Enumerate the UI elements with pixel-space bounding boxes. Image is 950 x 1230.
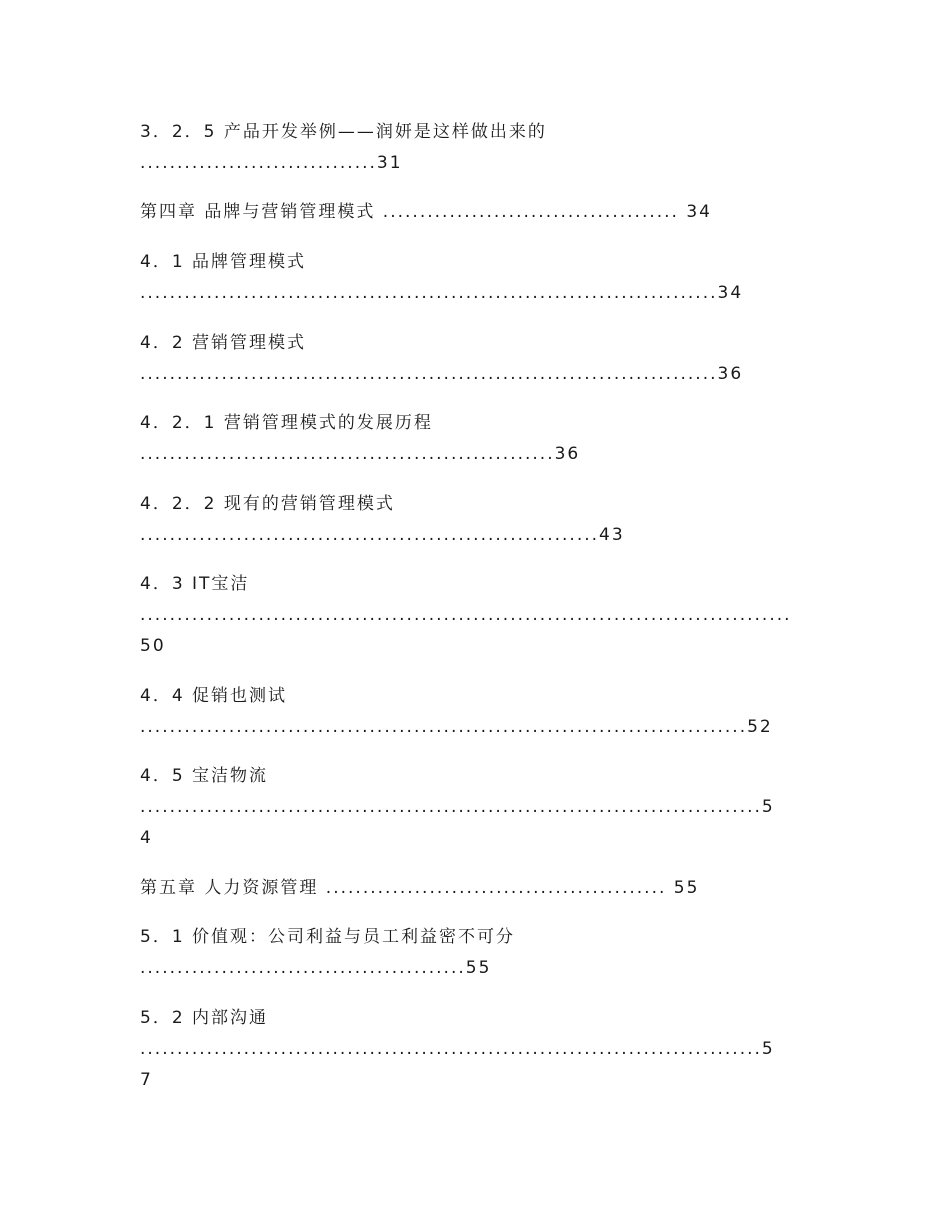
- toc-entry-title: 4．4 促销也测试: [140, 686, 288, 706]
- toc-entry-title: 4．2．2 现有的营销管理模式: [140, 494, 395, 514]
- toc-entry-title: 4．1 品牌管理模式: [140, 252, 307, 272]
- toc-entry-leader-page: ..................................................................................52: [140, 717, 773, 737]
- toc-entry-title: 5．2 内部沟通: [140, 1008, 269, 1028]
- toc-entry-leader: ....................................................................................5: [140, 797, 775, 817]
- toc-entry-leader: ....................................................................................5: [140, 1039, 775, 1059]
- toc-entry-page-number: 4: [140, 828, 153, 848]
- toc-entry-leader-page: ..............................................................................36: [140, 364, 744, 384]
- toc-chapter-title: 第四章 品牌与营销管理模式 ........................................ 34: [140, 202, 712, 222]
- toc-chapter-title: 第五章 人力资源管理 .............................................. 55: [140, 878, 700, 898]
- toc-entry-leader-page: ..............................................................43: [140, 525, 625, 545]
- toc-entry-title: 3．2．5 产品开发举例——润妍是这样做出来的: [140, 122, 547, 142]
- toc-entry-title: 5．1 价值观：公司利益与员工利益密不可分: [140, 927, 516, 947]
- toc-entry-leader-page: ........................................................36: [140, 444, 581, 464]
- toc-entry-leader-page: ................................31: [140, 153, 403, 173]
- toc-entry-leader-page: ..............................................................................34: [140, 283, 744, 303]
- toc-entry-title: 4．3 IT宝洁: [140, 574, 250, 594]
- toc-entry-title: 4．5 宝洁物流: [140, 766, 269, 786]
- toc-entry-leader: ........................................................................................: [140, 605, 792, 625]
- toc-entry-page-number: 50: [140, 636, 166, 656]
- toc-entry-title: 4．2．1 营销管理模式的发展历程: [140, 413, 433, 433]
- toc-entry-title: 4．2 营销管理模式: [140, 333, 307, 353]
- toc-entry-page-number: 7: [140, 1070, 153, 1090]
- toc-entry-leader-page: ............................................55: [140, 958, 492, 978]
